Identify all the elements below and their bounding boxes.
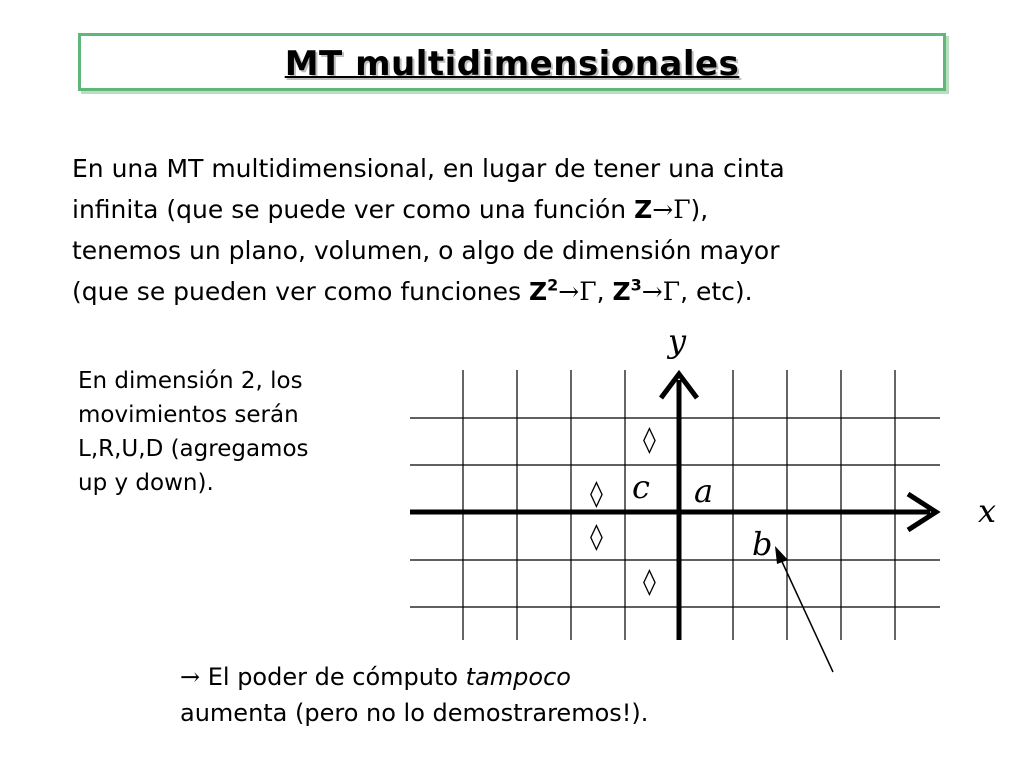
label-a: a (694, 472, 714, 510)
arrow-gamma-3: →Γ (641, 277, 681, 306)
z2-superscript: 2 (547, 275, 559, 295)
label-b: b (752, 525, 773, 563)
conclusion-line-2: aumenta (pero no lo demostraremos!). (180, 699, 649, 727)
intro-line-3: tenemos un plano, volumen, o algo de dimensión mayor (72, 236, 780, 265)
intro-line-1: En una MT multidimensional, en lugar de tener una cinta (72, 154, 785, 183)
grid-lines (410, 370, 940, 640)
y-axis-label: y (668, 322, 687, 360)
intro-line-2-end: ), (690, 195, 709, 224)
side-line: movimientos serán (78, 402, 299, 428)
side-line: up y down). (78, 470, 214, 496)
page-title: MT multidimensionales (284, 44, 740, 84)
z-symbol: Z (634, 195, 653, 224)
arrow-gamma-2: →Γ (558, 277, 597, 306)
conclusion-text-1: El poder de cómputo (200, 663, 466, 691)
arrow-icon: → (180, 663, 201, 691)
intro-line-4-end: , etc). (680, 277, 753, 306)
intro-line-4-text: (que se pueden ver como funciones (72, 277, 529, 306)
diamond-marker: ◊ (643, 425, 656, 455)
arrow-gamma: →Γ (652, 195, 691, 224)
side-line: En dimensión 2, los (78, 368, 303, 394)
diamond-marker: ◊ (590, 479, 603, 509)
pointer-line (778, 553, 833, 672)
pointer-arrowhead (775, 546, 788, 564)
conclusion-line-1 (180, 659, 820, 695)
z3-symbol: Z (612, 277, 631, 306)
diamond-marker: ◊ (590, 522, 603, 552)
label-c: c (632, 468, 650, 506)
x-axis-label: x (978, 492, 997, 530)
diamond-marker: ◊ (643, 567, 656, 597)
z2-symbol: Z (529, 277, 548, 306)
conclusion-italic: tampoco (465, 663, 571, 691)
intro-line-2-text: infinita (que se puede ver como una función (72, 195, 635, 224)
conclusion-text (180, 659, 820, 731)
z3-superscript: 3 (630, 275, 642, 295)
separator: , (596, 277, 613, 306)
side-line: L,R,U,D (agregamos (78, 436, 309, 462)
